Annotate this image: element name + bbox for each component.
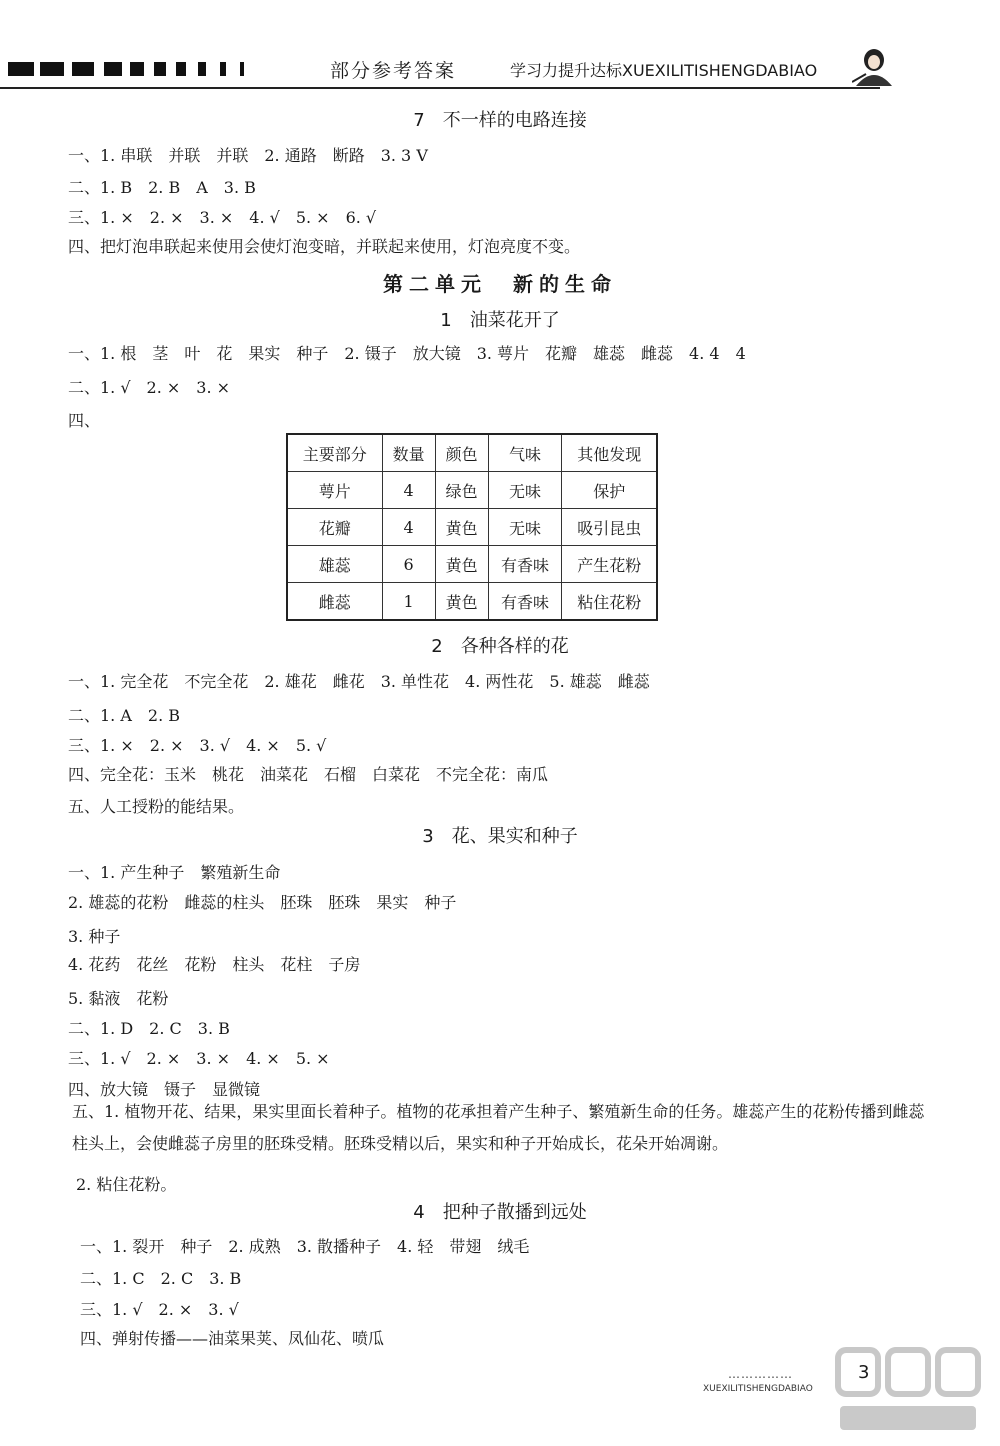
s2-answer-5: 五、人工授粉的能结果。: [68, 797, 245, 816]
s4-answer-1: 一、1. 裂开 种子 2. 成熟 3. 散播种子 4. 轻 带翅 绒毛: [80, 1237, 530, 1256]
table-row: [287, 472, 657, 509]
table-header-cell: 颜色: [435, 434, 488, 472]
s2-answer-4: 四、完全花：玉米 桃花 油菜花 石榴 白菜花 不完全花：南瓜: [68, 765, 549, 784]
table-header-cell: 主要部分: [287, 434, 382, 472]
table-header-row: [287, 434, 657, 472]
table-cell: 黄色: [435, 546, 488, 583]
s7-answer-1: 一、1. 串联 并联 并联 2. 通路 断路 3. 3 V: [68, 146, 428, 165]
s7-answer-2: 二、1. B 2. B A 3. B: [68, 178, 256, 197]
table-cell: 保护: [562, 472, 657, 509]
page-header: [0, 40, 1000, 92]
s4-answer-4: 四、弹射传播——油菜果荚、凤仙花、喷瓜: [80, 1329, 385, 1348]
table-cell: 4: [382, 472, 435, 509]
s3-answer-8: 四、放大镜 镊子 显微镜: [68, 1080, 261, 1099]
table-header-cell: 数量: [382, 434, 435, 472]
table-cell: 雌蕊: [287, 583, 382, 621]
table-cell: 粘住花粉: [562, 583, 657, 621]
table-cell: 6: [382, 546, 435, 583]
flower-parts-table: [286, 433, 658, 621]
s7-answer-3: 三、1. × 2. × 3. × 4. √ 5. × 6. √: [68, 208, 377, 227]
footer-subtitle: XUEXILITISHENGDABIAO: [703, 1384, 813, 1394]
table-cell: 无味: [488, 509, 562, 546]
table-header-cell: 其他发现: [562, 434, 657, 472]
s3-answer-7: 三、1. √ 2. × 3. × 4. × 5. ×: [68, 1049, 330, 1068]
s1-answer-4-label: 四、: [68, 411, 101, 430]
table-cell: 雄蕊: [287, 546, 382, 583]
s3-answer-1: 一、1. 产生种子 繁殖新生命: [68, 863, 281, 882]
table-cell: 有香味: [488, 583, 562, 621]
page-number: 3: [858, 1362, 870, 1383]
watermark-logo-icon: [828, 1340, 988, 1440]
table-cell: 吸引昆虫: [562, 509, 657, 546]
s2-answer-3: 三、1. × 2. × 3. √ 4. × 5. √: [68, 736, 327, 755]
table-row: [287, 546, 657, 583]
table-cell: 绿色: [435, 472, 488, 509]
section-7-title: 7 不一样的电路连接: [413, 110, 587, 131]
header-rule: [0, 87, 880, 89]
table-cell: 无味: [488, 472, 562, 509]
table-cell: 4: [382, 509, 435, 546]
section-4-title: 4 把种子散播到远处: [413, 1202, 587, 1223]
table-cell: 花瓣: [287, 509, 382, 546]
s3-answer-last: 2. 粘住花粉。: [76, 1175, 177, 1194]
unit-2-title: 第二单元 新的生命: [383, 272, 617, 296]
header-subtitle: 学习力提升达标XUEXILITISHENGDABIAO: [510, 61, 818, 80]
section-1-title: 1 油菜花开了: [440, 310, 560, 331]
section-2-title: 2 各种各样的花: [431, 636, 569, 657]
table-cell: 黄色: [435, 509, 488, 546]
table-header-cell: 气味: [488, 434, 562, 472]
s3-answer-4: 4. 花药 花丝 花粉 柱头 花柱 子房: [68, 955, 361, 974]
s3-answer-paragraph: 五、1. 植物开花、结果，果实里面长着种子。植物的花承担着产生种子、繁殖新生命的任务。雄蕊产生的花粉传播到雌蕊柱头上，会使雌蕊子房里的胚珠受精。胚珠受精以后，果实和种子开始成长，花朵开始凋谢。: [72, 1102, 925, 1153]
s2-answer-2: 二、1. A 2. B: [68, 706, 181, 725]
s4-answer-2: 二、1. C 2. C 3. B: [80, 1269, 242, 1288]
s3-answer-3: 3. 种子: [68, 927, 121, 946]
table-cell: 有香味: [488, 546, 562, 583]
section-3-title: 3 花、果实和种子: [422, 826, 578, 847]
table-cell: 萼片: [287, 472, 382, 509]
footer-dots: ……………: [728, 1367, 793, 1381]
s4-answer-3: 三、1. √ 2. × 3. √: [80, 1300, 239, 1319]
table-cell: 1: [382, 583, 435, 621]
s3-answer-2: 2. 雄蕊的花粉 雌蕊的柱头 胚珠 胚珠 果实 种子: [68, 893, 457, 912]
s1-answer-2: 二、1. √ 2. × 3. ×: [68, 378, 231, 397]
table-row: [287, 583, 657, 621]
s7-answer-4: 四、把灯泡串联起来使用会使灯泡变暗，并联起来使用，灯泡亮度不变。: [68, 237, 581, 256]
s3-answer-6: 二、1. D 2. C 3. B: [68, 1019, 230, 1038]
table-cell: 产生花粉: [562, 546, 657, 583]
table-row: [287, 509, 657, 546]
s1-answer-1: 一、1. 根 茎 叶 花 果实 种子 2. 镊子 放大镜 3. 萼片 花瓣 雄蕊 雌蕊 4. 4 4: [68, 344, 746, 363]
student-avatar-icon: [852, 46, 896, 86]
table-cell: 黄色: [435, 583, 488, 621]
s2-answer-1: 一、1. 完全花 不完全花 2. 雄花 雌花 3. 单性花 4. 两性花 5. 雄蕊 雌蕊: [68, 672, 650, 691]
header-title: 部分参考答案: [330, 60, 457, 82]
s3-answer-5: 5. 黏液 花粉: [68, 989, 169, 1008]
